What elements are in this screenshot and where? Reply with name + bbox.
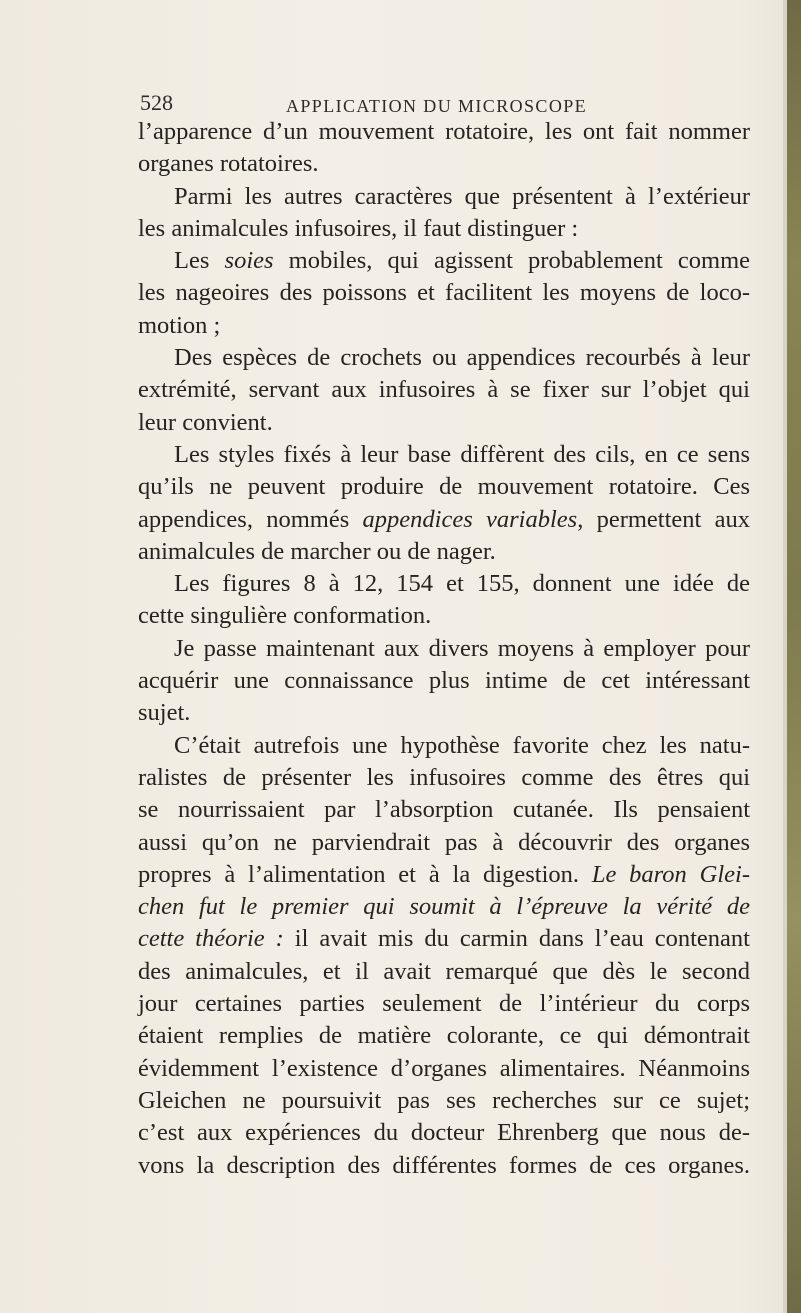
text-line: des animalcules, et il avait remarqué que dès le second [138,957,750,985]
text-line: acquérir une connaissance plus intime de cet intéressant [138,667,750,695]
text-line: Parmi les autres caractères que présentent à l’extérieur [174,182,750,210]
text-line: évidemment l’existence d’organes alimentaires. Néanmoins [138,1054,750,1082]
text-line: Des espèces de crochets ou appendices recourbés à leur [174,344,750,372]
text-line [138,859,750,891]
text-line: les animalcules infusoires, il faut distinguer : [138,214,579,242]
italic-text: appendices variables [362,505,578,533]
text-line: l’apparence d’un mouvement rotatoire, les ont fait nommer [138,118,750,145]
text-line: c’est aux expériences du docteur Ehrenberg que nous de- [138,1119,750,1147]
text-line: qu’ils ne peuvent produire de mouvement rotatoire. Ces [138,473,750,501]
text-line: se nourrissaient par l’absorption cutanée. Ils pensaient [138,796,750,824]
text-line: étaient remplies de matière colorante, ce qui démontrait [138,1022,750,1050]
text-line: C’était autrefois une hypothèse favorite chez les natu- [174,731,750,759]
text-line: extrémité, servant aux infusoires à se fixer sur l’objet qui [138,376,750,404]
text-line [138,923,750,955]
text-line [138,891,750,923]
text-line: motion ; [138,311,221,339]
text-segment: mobiles, qui agissent probablement comme [273,247,751,275]
page-number: 528 [140,90,173,115]
text-line: jour certaines parties seulement de l’intérieur du corps [138,990,750,1018]
text-segment: appendices, nommés [138,505,363,533]
text-segment: propres à l’alimentation et à la digestion. [138,860,592,888]
text-line: aussi qu’on ne parviendrait pas à découvrir des organes [138,828,750,856]
italic-text: chen fut le premier qui soumit à l’épreuve la vérité de [138,893,750,921]
text-line: cette singulière conformation. [138,602,432,630]
text-line: Les figures 8 à 12, 154 et 155, donnent une idée de [174,570,750,598]
text-line: organes rotatoires. [138,150,319,178]
text-segment: Les [174,247,225,275]
page-edge-binding [787,0,801,1313]
text-line: Les styles fixés à leur base diffèrent des cils, en ce sens [174,440,750,468]
text-line: vons la description des différentes formes de ces organes. [138,1151,750,1179]
text-line: leur convient. [138,408,273,436]
italic-text: cette théorie : [138,925,284,953]
text-segment: il avait mis du carmin dans l’eau contenant [283,925,750,953]
text-line [138,504,750,536]
text-line: Gleichen ne poursuivit pas ses recherches sur ce sujet; [138,1086,750,1114]
body-text [138,116,750,1182]
italic-text: Le baron Glei- [591,860,750,888]
text-line: sujet. [138,699,191,727]
text-line: animalcules de marcher ou de nager. [138,537,496,565]
text-line [138,245,750,277]
italic-text: soies [224,247,274,275]
text-segment: , permettent aux [577,505,750,533]
text-line: Je passe maintenant aux divers moyens à employer pour [174,634,750,662]
text-line: ralistes de présenter les infusoires comme des êtres qui [138,763,750,791]
text-line: les nageoires des poissons et facilitent les moyens de loco- [138,279,750,307]
running-head-title: APPLICATION DU MICROSCOPE [286,96,588,116]
